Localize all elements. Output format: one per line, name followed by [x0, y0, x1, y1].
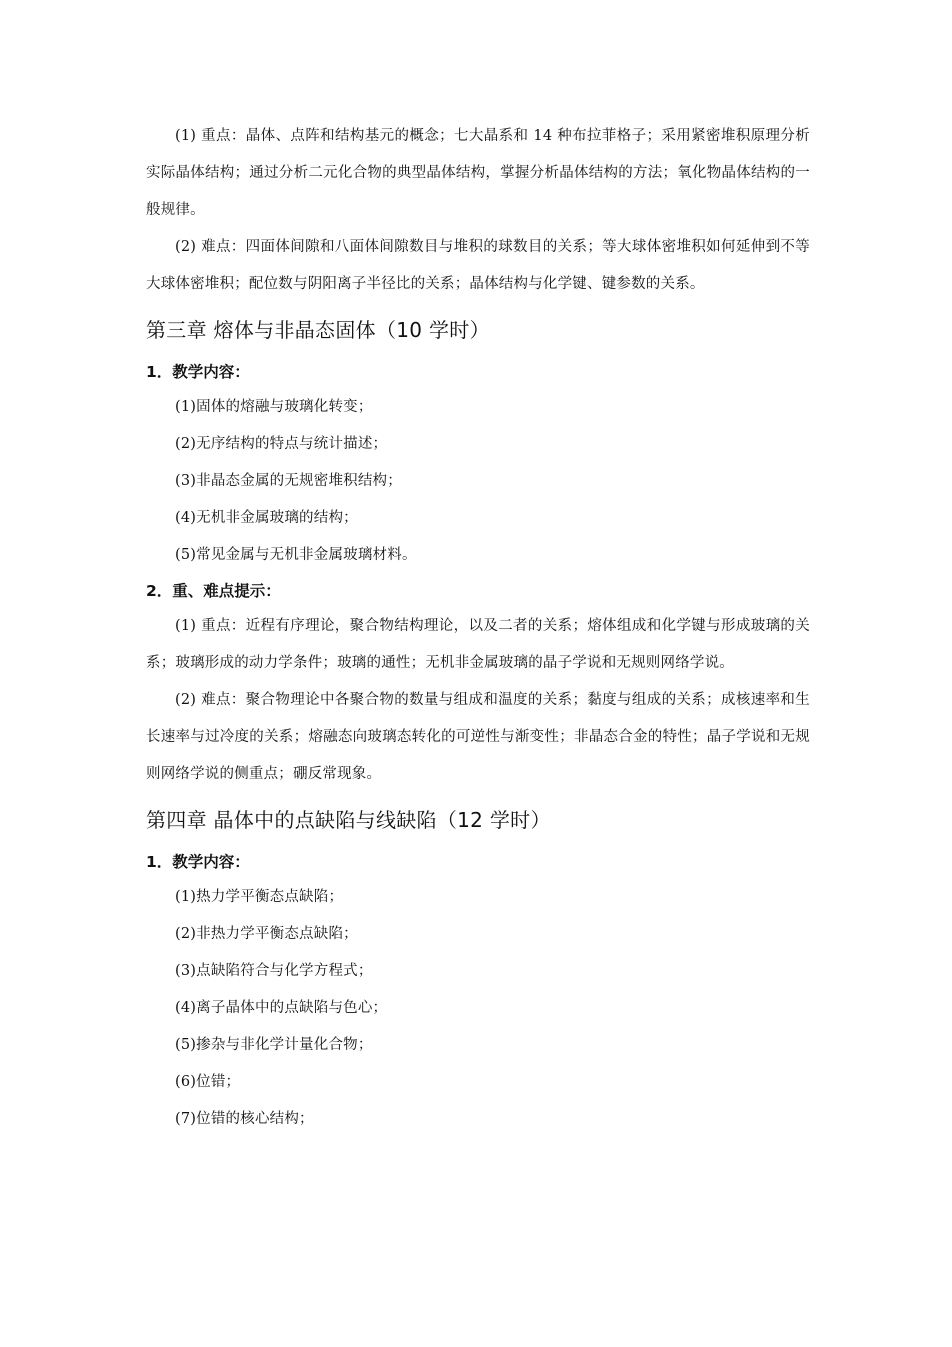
list-item: (2)无序结构的特点与统计描述；: [175, 436, 388, 452]
paragraph-difficult-points: (2) 难点：四面体间隙和八面体间隙数目与堆积的球数目的关系；等大球体密堆积如何延伸到不等大球体密堆积；配位数与阴阳离子半径比的关系；晶体结构与化学键、键参数的关系。: [146, 239, 810, 292]
chapter-3-teaching-heading: 1．教学内容：: [146, 363, 250, 381]
chapter-4-teaching-heading: 1．教学内容：: [146, 853, 250, 871]
list-item: (4)无机非金属玻璃的结构；: [175, 510, 358, 526]
paragraph-key-points: (1) 重点：晶体、点阵和结构基元的概念；七大晶系和 14 种布拉菲格子；采用紧密堆积原理分析实际晶体结构；通过分析二元化合物的典型晶体结构，掌握分析晶体结构的方法；氧化物晶体结构的一般规律。: [146, 128, 810, 218]
list-item: (1)热力学平衡态点缺陷；: [175, 889, 344, 905]
chapter-3-key-heading: 2．重、难点提示：: [146, 582, 281, 600]
list-item: (1)固体的熔融与玻璃化转变；: [175, 399, 373, 415]
list-item: (5)掺杂与非化学计量化合物；: [175, 1037, 373, 1053]
list-item: (4)离子晶体中的点缺陷与色心；: [175, 1000, 388, 1016]
list-item: (2)非热力学平衡态点缺陷；: [175, 926, 358, 942]
chapter-4-title: 第四章 晶体中的点缺陷与线缺陷（12 学时）: [146, 808, 551, 832]
list-item: (5)常见金属与无机非金属玻璃材料。: [175, 547, 417, 563]
list-item: (6)位错；: [175, 1074, 241, 1090]
paragraph-difficult-points: (2) 难点：聚合物理论中各聚合物的数量与组成和温度的关系；黏度与组成的关系；成核速率和生长速率与过冷度的关系；熔融态向玻璃态转化的可逆性与渐变性；非晶态合金的特性；晶子学说和无规则网络学说的侧重点；硼反常现象。: [146, 692, 810, 782]
page-content: [146, 118, 810, 1138]
list-item: (3)非晶态金属的无规密堆积结构；: [175, 473, 402, 489]
paragraph-key-points: (1) 重点：近程有序理论，聚合物结构理论，以及二者的关系；熔体组成和化学键与形成玻璃的关系；玻璃形成的动力学条件；玻璃的通性；无机非金属玻璃的晶子学说和无规则网络学说。: [146, 618, 810, 671]
list-item: (7)位错的核心结构；: [175, 1111, 314, 1127]
list-item: (3)点缺陷符合与化学方程式；: [175, 963, 373, 979]
chapter-3-title: 第三章 熔体与非晶态固体（10 学时）: [146, 318, 490, 342]
